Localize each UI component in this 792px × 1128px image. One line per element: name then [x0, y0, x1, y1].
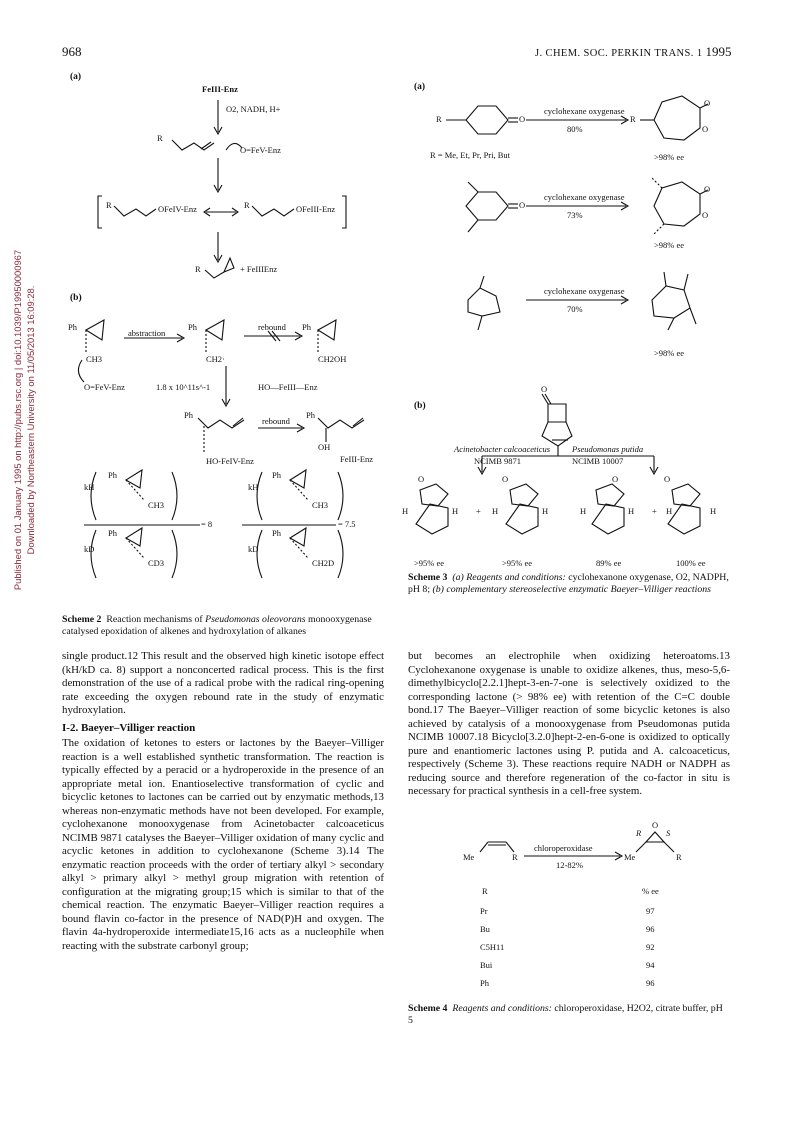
- table-header-ee: % ee: [642, 886, 659, 896]
- ch2oh-label: CH2OH: [318, 354, 347, 364]
- left-paragraph-2: The oxidation of ketones to esters or lactones by the Baeyer–Villiger reaction is a well established synthetic transformation. The reaction is typically effected by a peracid or a hydroperoxide in the presence of an appropriate metal ion. Enantioselective transformation of cyclic and bicyclic ketones to lactones can be carried out by enzymatic methods,13 whereas non-enzymatic methods have not been developed. For example, cyclohexanone monooxygenase from Acinetobacter calcoaceticus NCIMB 9871 catalyses the Baeyer–Villiger oxidation of many cyclic and acyclic ketones in addition to cyclohexanone (Scheme 3).14 The enzymatic reaction proceeds with the order of tertiary alkyl > secondary alkyl > primary alkyl > methyl group migration with retention of configuration at the migrating group;15 which is similar to that of the chemical reaction. The enzymatic Baeyer–Villiger reaction requires a bound flavin co-factor in the presence of NAD(P)H and oxygen. The flavin 4a-hydroperoxide intermediate15,16 acts as a nucleophile when reacting with the substrate carbonyl group;: [62, 737, 384, 952]
- r-group-label: R: [512, 852, 518, 862]
- ph-label: Ph: [108, 470, 117, 480]
- kh-label: kH: [84, 482, 95, 492]
- methyl-label: Me: [624, 852, 636, 862]
- ch3-label: CH3: [86, 354, 103, 364]
- hofe4-enz-label: HO-FeIV-Enz: [206, 456, 254, 466]
- caption-text-2: monooxygenase catalysed epoxidation of alkenes and hydroxylation of alkanes: [62, 614, 372, 637]
- table-row-ee: 97: [646, 906, 655, 916]
- fe3-enz-label: FeIII-Enz: [202, 84, 238, 94]
- ph-label: Ph: [272, 528, 281, 538]
- kh-label: kH: [248, 482, 259, 492]
- stereo-s: S: [666, 828, 671, 838]
- yield-70: 70%: [567, 304, 583, 314]
- table-header-r: R: [482, 886, 488, 896]
- right-paragraph-1: but becomes an electrophile when oxidizing heteroatoms.13 Cyclohexanone oxygenase is unable to oxidize alkenes, thus, meso-5,6-dimethylbicyclo[2.2.1]hept-3-en-7-one is selectively oxidized to the corresponding lactone (> 98% ee) with retention of the C=C double bond.17 The Baeyer–Villiger reaction of some bicyclic ketones is also achieved by catalysis of a monooxygenase from Pseudomonas putida NCIMB 10007.18 Bicyclo[3.2.0]hept-2-en-6-one is oxidized to optically pure and enantiomeric lactones using P. putida and A. calcoaceticus, respectively (Scheme 3). These reactions require NADH or NADPH as reducing source and therefore regeneration of the co-factor in situ is necessary for practical synthesis in a cell-free system.: [408, 650, 730, 797]
- r-group-label: R: [157, 133, 163, 143]
- table-row-ee: 96: [646, 924, 655, 934]
- scheme4-caption: [408, 1003, 730, 1027]
- ee-label: >98% ee: [654, 240, 685, 250]
- table-row-r: Pr: [480, 906, 488, 916]
- enzyme-label: cyclohexane oxygenase: [544, 192, 625, 202]
- table-row-ee: 96: [646, 978, 655, 988]
- table-row-r: Ph: [480, 978, 489, 988]
- ch2-radical-label: CH2·: [206, 354, 225, 364]
- page-number: 968: [62, 44, 82, 59]
- lactone-oxygen: O: [704, 184, 711, 194]
- fe3-enz-label: FeIII-Enz: [340, 454, 374, 464]
- r-group-label: R: [106, 200, 112, 210]
- ee-value: 100% ee: [676, 558, 706, 568]
- caption-label: Scheme 4: [408, 1003, 448, 1014]
- rebound-label: rebound: [258, 322, 286, 332]
- ketone-oxygen: O: [541, 384, 548, 394]
- kd-label: kD: [84, 544, 95, 554]
- table-row-r: Bu: [480, 924, 490, 934]
- carbonyl-oxygen: O: [519, 114, 526, 124]
- ph-label: Ph: [108, 528, 117, 538]
- h-label: H: [628, 506, 635, 516]
- ph-label: Ph: [272, 470, 281, 480]
- ee-value: 89% ee: [596, 558, 622, 568]
- left-paragraph-1: single product.12 This result and the observed high kinetic isotope effect (kH/kD ca. 8) support a nonconcerted radical process. This is the first demonstration of the use of a radical probe with the radical ring-opening rate exceeding the oxygen rebound rate in the study of enzymatic hydroxylation.: [62, 650, 384, 716]
- fe5-enz-label: O=FeV-Enz: [240, 145, 281, 155]
- ring-oxygen: O: [702, 210, 709, 220]
- cd3-label: CD3: [148, 558, 165, 568]
- rebound-label: rebound: [262, 416, 290, 426]
- r-definitions: R = Me, Et, Pr, Pri, But: [430, 150, 511, 160]
- ring-oxygen: O: [702, 124, 709, 134]
- ph-label: Ph: [188, 322, 197, 332]
- kie-ratio-2: = 7.5: [338, 519, 356, 529]
- enzyme-label: chloroperoxidase: [534, 843, 593, 853]
- yield-label: 12-82%: [556, 860, 583, 870]
- organism-2-strain: NCIMB 10007: [572, 456, 624, 466]
- scheme2-part-b-label: (b): [70, 293, 82, 303]
- scheme3-part-b-label: (b): [414, 401, 426, 411]
- h-label: H: [542, 506, 549, 516]
- watermark-publication-line[interactable]: Published on 01 January 1995 on http://pubs.rsc.org | doi:10.1039/P19950000967: [12, 249, 23, 591]
- table-row-r: C5H11: [480, 942, 505, 952]
- journal-title: J. CHEM. SOC. PERKIN TRANS. 1: [535, 48, 703, 59]
- caption-text-a: Reagents and conditions:: [452, 1003, 552, 1014]
- yield-80: 80%: [567, 124, 583, 134]
- epoxide-oxygen: O: [652, 820, 659, 830]
- caption-label: Scheme 2: [62, 614, 102, 625]
- stereo-r: R: [636, 828, 642, 838]
- kie-ratio-1: = 8: [201, 519, 213, 529]
- organism-1-strain: NCIMB 9871: [474, 456, 521, 466]
- rate-constant: 1.8 x 10^11s^-1: [156, 382, 211, 392]
- r-group-label: R: [630, 114, 636, 124]
- kd-label: kD: [248, 544, 259, 554]
- table-row-r: Bui: [480, 960, 493, 970]
- ph-label: Ph: [184, 410, 193, 420]
- h-label: H: [452, 506, 459, 516]
- methyl-label: Me: [463, 852, 475, 862]
- ph-label: Ph: [302, 322, 311, 332]
- caption-text-b: (b) complementary stereoselective enzymatic Baeyer–Villiger reactions: [432, 584, 711, 595]
- ch2d-label: CH2D: [312, 558, 335, 568]
- epoxide-r-label: R: [195, 264, 201, 274]
- lactone-oxygen: O: [704, 98, 711, 108]
- plus-sign: +: [652, 506, 657, 516]
- o2-nadh-reagents: O2, NADH, H+: [226, 104, 281, 114]
- ph-label: Ph: [306, 410, 315, 420]
- caption-text-b: chloroperoxidase, H2O2, citrate buffer, pH 5: [408, 1003, 723, 1026]
- fe3-enz-product: + FeIIIEnz: [240, 264, 278, 274]
- caption-text-a: (a) Reagents and conditions:: [452, 572, 566, 583]
- ee-value: >95% ee: [414, 558, 445, 568]
- r-group-label: R: [436, 114, 442, 124]
- yield-73: 73%: [567, 210, 583, 220]
- h-label: H: [666, 506, 673, 516]
- organism-1: Acinetobacter calcoaceticus: [454, 444, 551, 454]
- table-row-ee: 92: [646, 942, 655, 952]
- ofe4-enz-label: OFeIV-Enz: [158, 204, 197, 214]
- scheme3-part-a-label: (a): [414, 82, 426, 92]
- caption-label: Scheme 3: [408, 572, 448, 583]
- plus-sign: +: [476, 506, 481, 516]
- section-heading: I-2. Baeyer–Villiger reaction: [62, 722, 196, 734]
- ph-label: Ph: [68, 322, 77, 332]
- lactone-oxygen: O: [612, 474, 619, 484]
- enzyme-label: cyclohexane oxygenase: [544, 106, 625, 116]
- lactone-oxygen: O: [418, 474, 425, 484]
- ofe3-enz-label: OFeIII-Enz: [296, 204, 336, 214]
- organism-2: Pseudomonas putida: [572, 444, 644, 454]
- oh-label: OH: [318, 442, 331, 452]
- enzyme-label: cyclohexane oxygenase: [544, 286, 625, 296]
- hofe3-enz-label: HO—FeIII—Enz: [258, 382, 318, 392]
- lactone-oxygen: O: [502, 474, 509, 484]
- ch3-label: CH3: [312, 500, 329, 510]
- journal-year: 1995: [705, 44, 732, 59]
- caption-species: Pseudomonas oleovorans: [205, 614, 306, 625]
- caption-text-1: Reaction mechanisms of: [106, 614, 203, 625]
- ee-label: >98% ee: [654, 348, 685, 358]
- h-label: H: [492, 506, 499, 516]
- r-group-label: R: [676, 852, 682, 862]
- abstraction-label: abstraction: [128, 328, 166, 338]
- watermark-download-line[interactable]: Downloaded by Northeastern University on 11/05/2013 16:09:28.: [25, 285, 36, 555]
- ch3-label: CH3: [148, 500, 165, 510]
- h-label: H: [402, 506, 409, 516]
- table-row-ee: 94: [646, 960, 655, 970]
- scheme2-part-a-label: (a): [70, 72, 82, 82]
- fe5-enz-label: O=FeV-Enz: [84, 382, 125, 392]
- carbonyl-oxygen: O: [519, 200, 526, 210]
- ee-value: >95% ee: [502, 558, 533, 568]
- lactone-oxygen: O: [664, 474, 671, 484]
- h-label: H: [580, 506, 587, 516]
- h-label: H: [710, 506, 717, 516]
- caption-text-a2: cyclohexanone oxygenase, O2, NADPH, pH 8;: [408, 572, 729, 595]
- ee-label: >98% ee: [654, 152, 685, 162]
- r-group-label: R: [244, 200, 250, 210]
